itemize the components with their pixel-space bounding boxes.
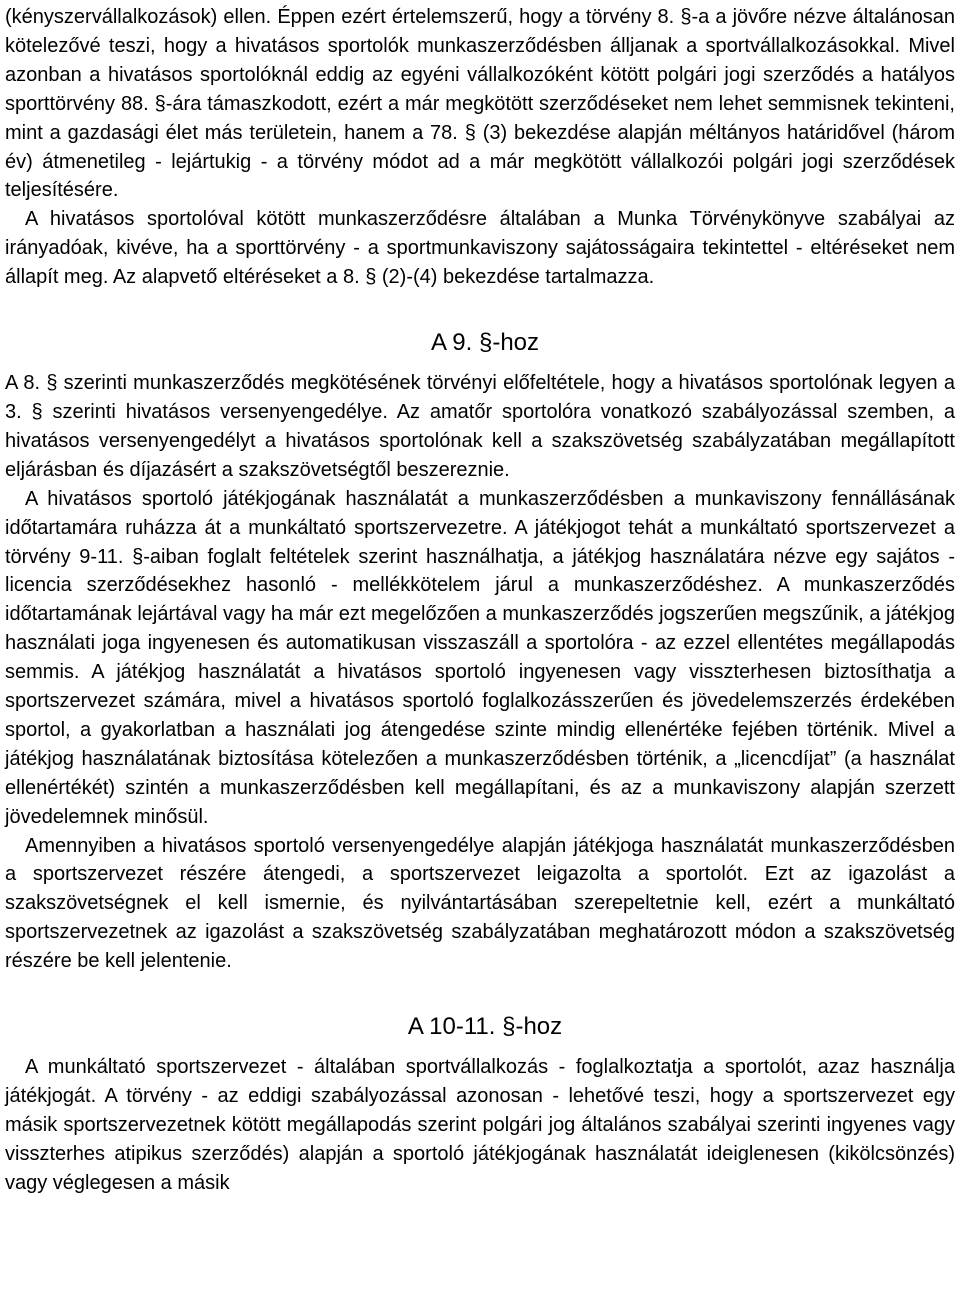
paragraph-3: A 8. § szerinti munkaszerződés megkötésének törvényi előfeltétele, hogy a hivatásos sportolónak legyen a 3. § szerinti hivatásos versenyengedélye. Az amatőr sportolóra vonatkozó szabályozással szemben, a hivatásos versenyengedélyt a hivatásos sportolónak kell a szakszövetség szabályzatában megállapított eljárásban és díjazásért a szakszövetségtől beszereznie.	[5, 372, 955, 481]
paragraph-1: (kényszervállalkozások) ellen. Éppen ezért értelemszerű, hogy a törvény 8. §-a a jövőre nézve általánosan kötelezővé teszi, hogy a hivatásos sportolók munkaszerződésben álljanak a sportvállalkozásokkal. Mivel azonban a hivatásos sportolóknál eddig az egyéni vállalkozóként kötött polgári jogi szerződés a hatályos sporttörvény 88. §-ára támaszkodott, ezért a már megkötött szerződéseket nem lehet semmisnek tekinteni, mint a gazdasági élet más területein, hanem a 78. § (3) bekezdése alapján méltányos határidővel (három év) átmenetileg - lejártukig - a törvény módot ad a már megkötött vállalkozói polgári jogi szerződések teljesítésére.	[5, 6, 955, 202]
section-heading-10-11: A 10-11. §-hoz	[407, 1013, 563, 1041]
paragraph-5: Amennyiben a hivatásos sportoló versenyengedélye alapján játékjoga használatát munkaszerződésben a sportszervezet részére átengedi, a sportszervezet leigazolta a sportolót. Ezt az igazolást a szakszövetségnek el kell ismernie, és nyilvántartásában szerepeltetnie kell, ezért a munkáltató sportszervezetnek az igazolást a szakszövetség szabályzatában meghatározott módon a szakszövetség részére be kell jelentenie.	[5, 834, 955, 973]
paragraph-2: A hivatásos sportolóval kötött munkaszerződésre általában a Munka Törvénykönyve szabályai az irányadóak, kivéve, ha a sporttörvény - a sportmunkaviszony sajátosságaira tekintettel - eltéréseket nem állapít meg. Az alapvető eltéréseket a 8. § (2)-(4) bekezdése tartalmazza.	[5, 208, 955, 289]
paragraph-6: A munkáltató sportszervezet - általában sportvállalkozás - foglalkoztatja a sportolót, azaz használja játékjogát. A törvény - az eddigi szabályozással azonosan - lehetővé teszi, hogy a sportszervezet egy másik sportszervezetnek kötött megállapodás szerint polgári jog általános szabályai szerinti ingyenes vagy visszterhes atipikus szerződés) alapján a sportoló játékjogának használatát ideiglenesen (kikölcsönzés) vagy véglegesen a másik	[5, 1056, 955, 1194]
section-heading-9: A 9. §-hoz	[430, 329, 540, 357]
paragraph-4: A hivatásos sportoló játékjogának használatát a munkaszerződésben a munkaviszony fennállásának időtartamára ruházza át a munkáltató sportszervezetre. A játékjogot tehát a munkáltató sportszervezet a törvény 9-11. §-aiban foglalt feltételek szerint használhatja, a játékjog használatára nézve egy sajátos - licencia szerződésekhez hasonló - mellékkötelem járul a munkaszerződéshez. A munkaszerződés időtartamának lejártával vagy ha már ezt megelőzően a munkaszerződés jogszerűen megszűnik, a játékjog használati joga ingyenesen és automatikusan visszaszáll a sportolóra - az ezzel ellentétes megállapodás semmis. A játékjog használatát a hivatásos sportoló ingyenesen vagy visszterhesen biztosíthatja a sportszervezet számára, mivel a hivatásos sportoló foglalkozásszerűen és jövedelemszerzés érdekében sportol, a gyakorlatban a használati jog átengedése szinte mindig ellenértéke fejében történik. Mivel a játékjog használatának biztosítása kötelezően a munkaszerződésben történik, a „licencdíjat” (a használat ellenértékét) szintén a munkaszerződésben kell megállapítani, és az a munkaviszony alapján szerzett jövedelemnek minősül.	[5, 487, 955, 828]
